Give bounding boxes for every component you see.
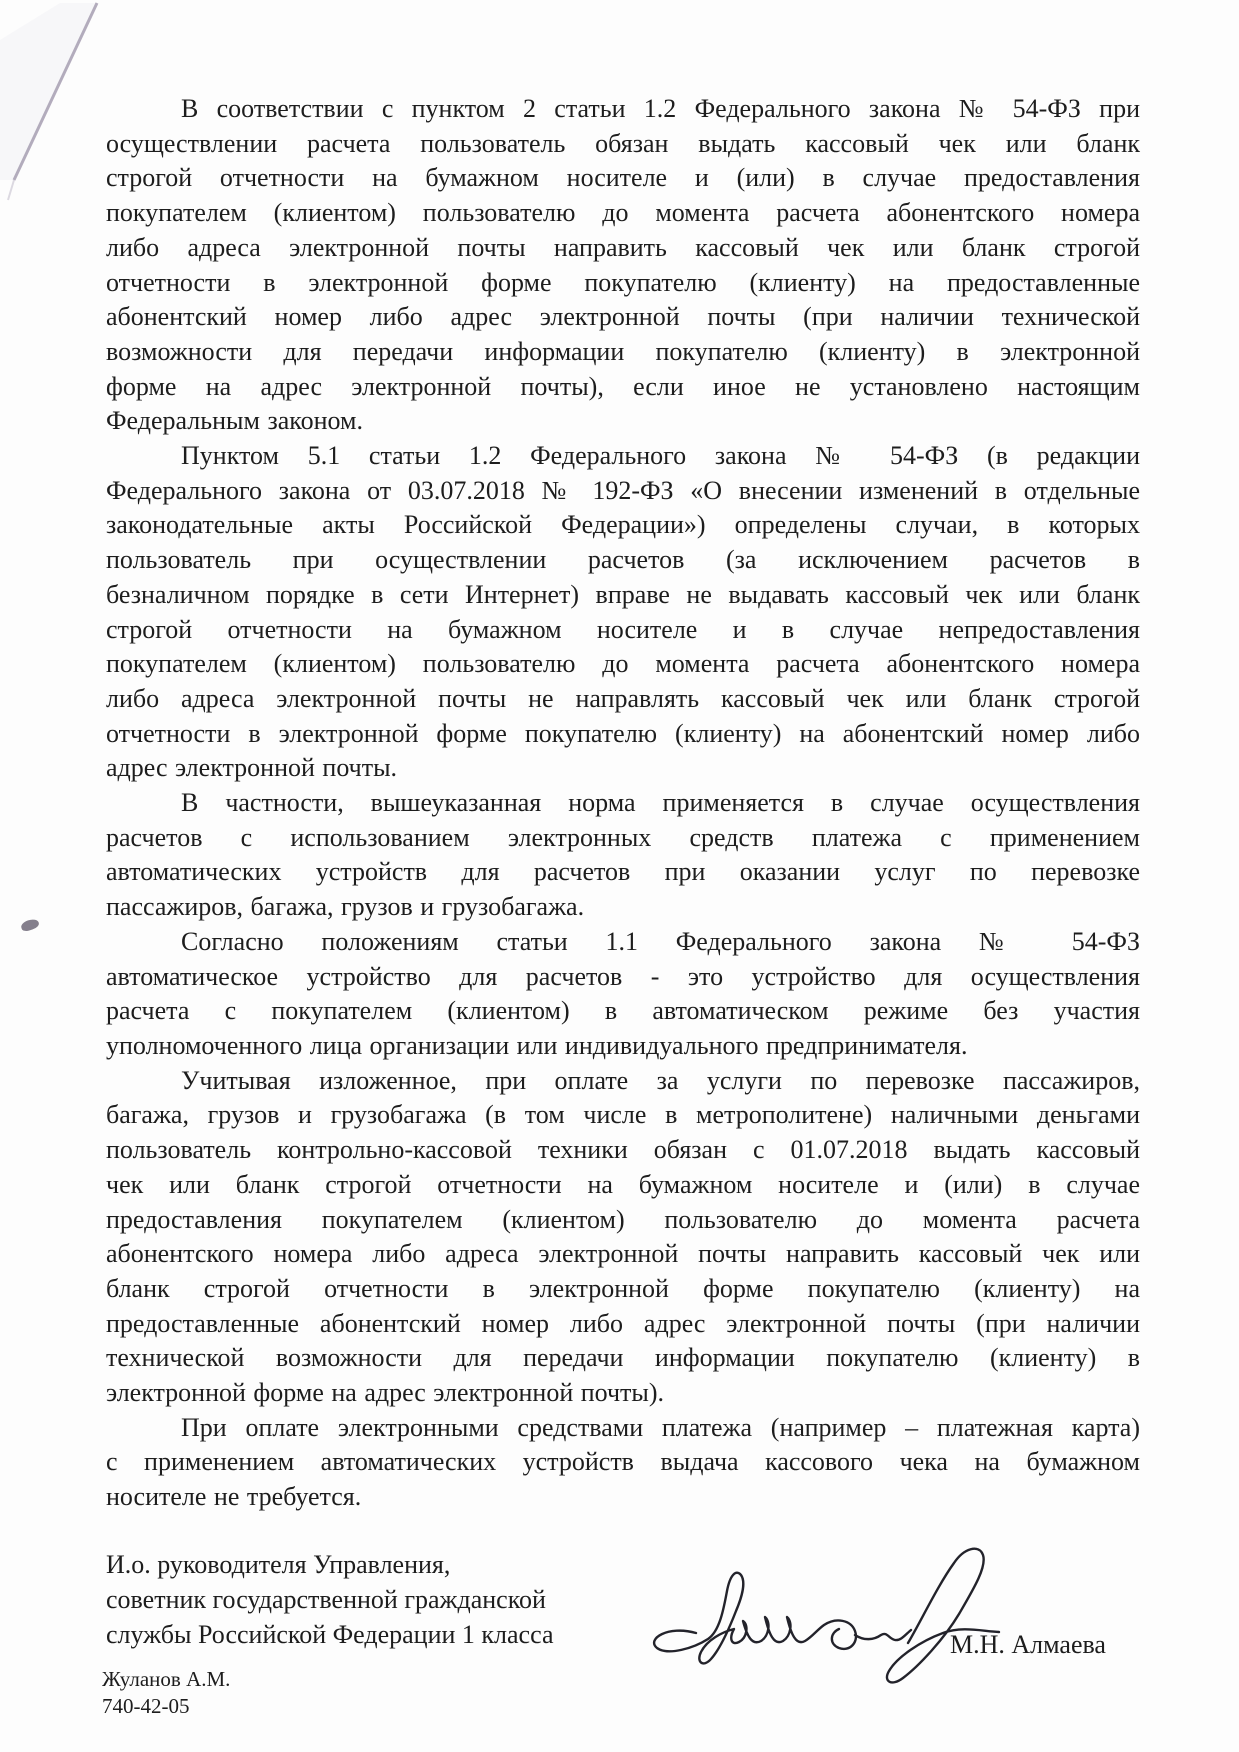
executor-phone: 740-42-05 bbox=[102, 1694, 190, 1718]
text-line: строгой отчетности на бумажном носителе и (или) в случае предоставления bbox=[106, 163, 1140, 193]
text-line: чек или бланк строгой отчетности на бумажном носителе и (или) в случае bbox=[106, 1169, 1140, 1199]
text-line: отчетности в электронной форме покупателю (клиенту) на предоставленные bbox=[106, 267, 1140, 297]
text-line: Пунктом 5.1 статьи 1.2 Федерального закона № 54-ФЗ (в редакции bbox=[181, 441, 1140, 471]
text-line: автоматических устройств для расчетов при оказании услуг по перевозке bbox=[106, 857, 1140, 887]
text-line: возможности для передачи информации покупателю (клиенту) в электронной bbox=[106, 336, 1140, 366]
text-line: безналичном порядке в сети Интернет) вправе не выдавать кассовый чек или бланк bbox=[106, 579, 1140, 609]
text-line: либо адреса электронной почты не направлять кассовый чек или бланк строгой bbox=[106, 683, 1140, 713]
text-line: абонентский номер либо адрес электронной почты (при наличии технической bbox=[106, 302, 1140, 332]
text-line: форме на адрес электронной почты), если иное не установлено настоящим bbox=[106, 371, 1140, 401]
text-line: предоставленные абонентский номер либо адрес электронной почты (при наличии bbox=[106, 1308, 1140, 1338]
ink-smudge bbox=[20, 917, 40, 932]
text-line: автоматическое устройство для расчетов - это устройство для осуществления bbox=[106, 961, 1140, 991]
text-line: уполномоченного лица организации или индивидуального предпринимателя. bbox=[106, 1030, 968, 1060]
signer-position-line-1: И.о. руководителя Управления, bbox=[106, 1550, 451, 1579]
text-line: предоставления покупателем (клиентом) пользователю до момента расчета bbox=[106, 1204, 1140, 1234]
text-line: строгой отчетности на бумажном носителе и в случае непредоставления bbox=[106, 614, 1140, 644]
text-line: В частности, вышеуказанная норма применяется в случае осуществления bbox=[181, 788, 1140, 818]
text-line: покупателем (клиентом) пользователю до момента расчета абонентского номера bbox=[106, 649, 1140, 679]
text-line: расчета с покупателем (клиентом) в автоматическом режиме без участия bbox=[106, 996, 1140, 1026]
text-line: осуществлении расчета пользователь обязан выдать кассовый чек или бланк bbox=[106, 128, 1140, 158]
signer-position bbox=[106, 1547, 666, 1652]
text-line: либо адреса электронной почты направить кассовый чек или бланк строгой bbox=[106, 232, 1140, 262]
text-line: Согласно положениям статьи 1.1 Федерального закона № 54-ФЗ bbox=[181, 926, 1140, 956]
text-line: абонентского номера либо адреса электронной почты направить кассовый чек или bbox=[106, 1239, 1140, 1269]
text-line: Федерального закона от 03.07.2018 № 192-ФЗ «О внесении изменений в отдельные bbox=[106, 475, 1140, 505]
text-line: адрес электронной почты. bbox=[106, 753, 398, 783]
text-line: отчетности в электронной форме покупателю (клиенту) на абонентский номер либо bbox=[106, 718, 1140, 748]
text-line: багажа, грузов и грузобагажа (в том числе в метрополитене) наличными деньгами bbox=[106, 1100, 1140, 1130]
text-line: с применением автоматических устройств выдача кассового чека на бумажном bbox=[106, 1447, 1140, 1477]
text-line: пользователь при осуществлении расчетов (за исключением расчетов в bbox=[106, 545, 1140, 575]
text-line: электронной форме на адрес электронной почты). bbox=[106, 1378, 665, 1408]
text-line: Учитывая изложенное, при оплате за услуги по перевозке пассажиров, bbox=[181, 1065, 1140, 1095]
text-line: расчетов с использованием электронных средств платежа с применением bbox=[106, 822, 1140, 852]
signer-position-line-3: службы Российской Федерации 1 класса bbox=[106, 1620, 554, 1649]
handwritten-signature bbox=[650, 1545, 1002, 1693]
text-line: пассажиров, багажа, грузов и грузобагажа. bbox=[106, 892, 585, 922]
signature-block bbox=[106, 1547, 1140, 1697]
text-line: бланк строгой отчетности в электронной форме покупателю (клиенту) на bbox=[106, 1273, 1140, 1303]
text-line: законодательные акты Российской Федерации») определены случаи, в которых bbox=[106, 510, 1140, 540]
text-line: В соответствии с пунктом 2 статьи 1.2 Федерального закона № 54-ФЗ при bbox=[181, 94, 1140, 123]
document-body bbox=[106, 92, 1140, 1515]
text-line: технической возможности для передачи информации покупателю (клиенту) в bbox=[106, 1343, 1140, 1373]
text-line: Федеральным законом. bbox=[106, 406, 363, 436]
text-line: пользователь контрольно-кассовой техники обязан с 01.07.2018 выдать кассовый bbox=[106, 1135, 1140, 1165]
signer-name: М.Н. Алмаева bbox=[950, 1630, 1106, 1659]
executor-name: Жуланов А.М. bbox=[102, 1667, 231, 1691]
text-line: покупателем (клиентом) пользователю до момента расчета абонентского номера bbox=[106, 198, 1140, 228]
signer-position-line-2: советник государственной гражданской bbox=[106, 1585, 546, 1614]
text-line: При оплате электронными средствами платежа (например – платежная карта) bbox=[181, 1412, 1140, 1442]
document-footer bbox=[102, 1666, 230, 1720]
text-line: носителе не требуется. bbox=[106, 1482, 362, 1512]
